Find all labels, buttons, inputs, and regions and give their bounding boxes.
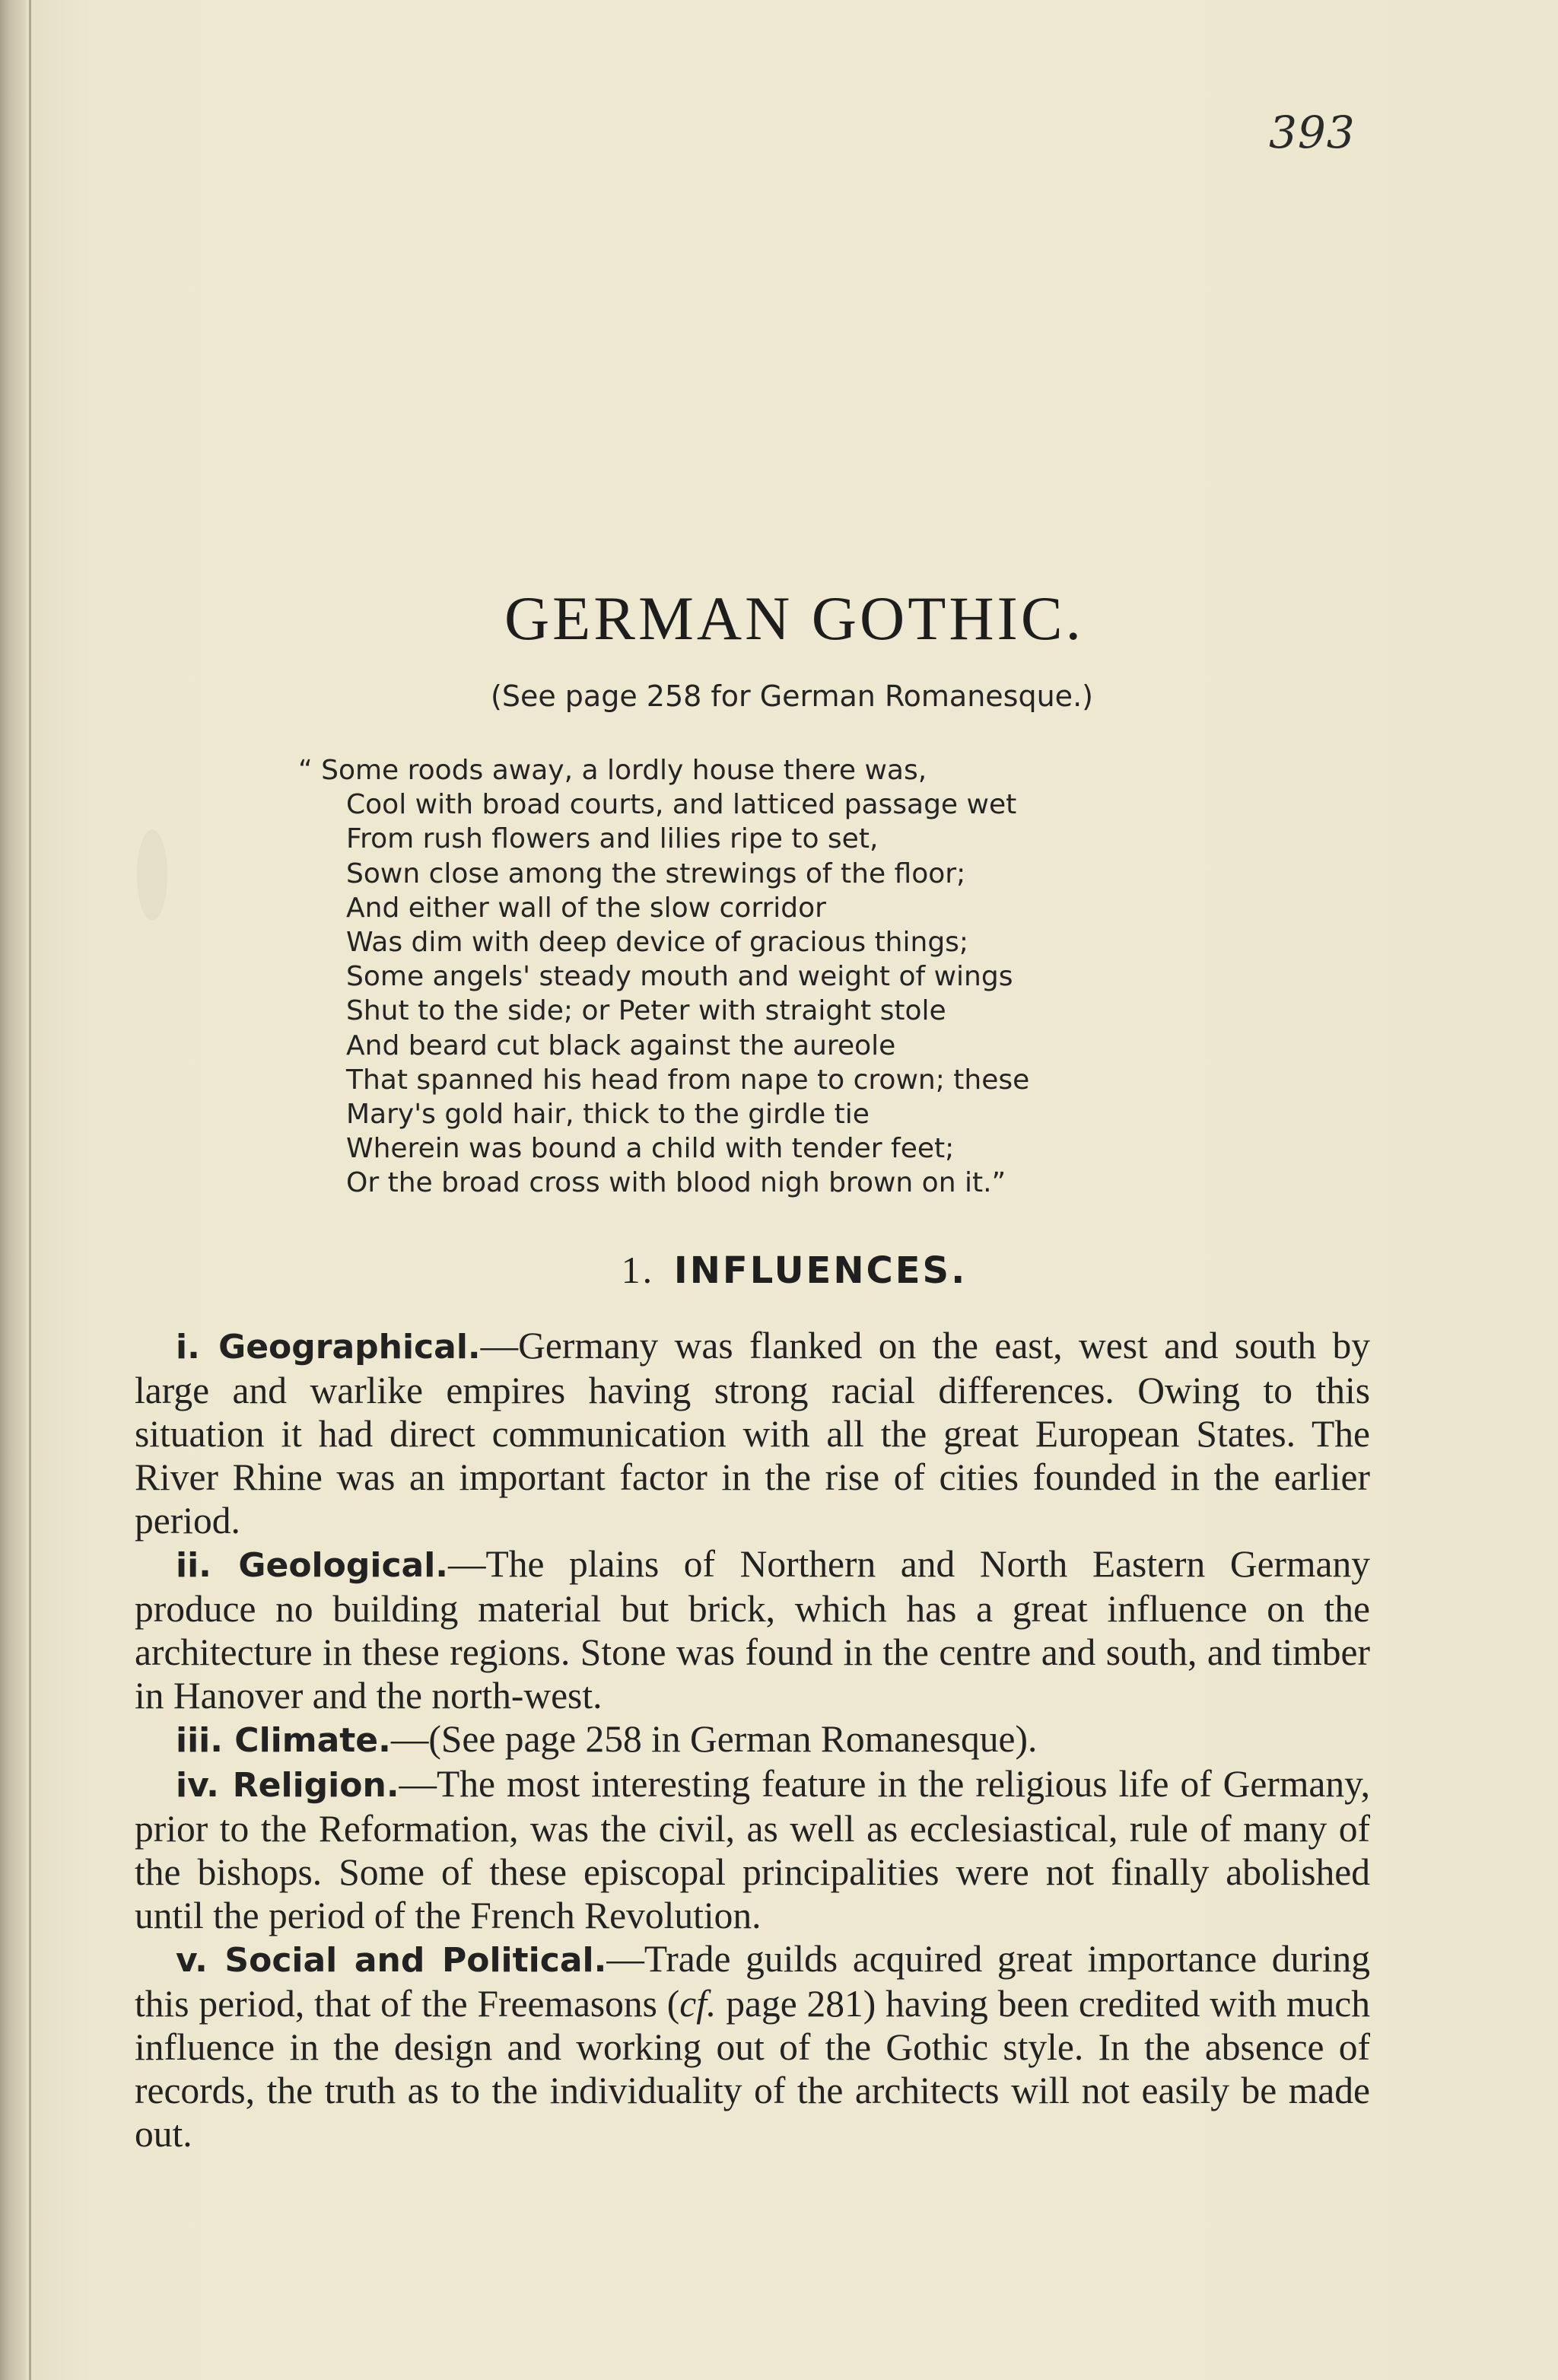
paragraph-label: iv. Religion. xyxy=(176,1766,399,1805)
paragraph-text: —Trade guilds acquired great importance during this period, that of the Freemasons ( xyxy=(135,1938,1370,2025)
poem-line: And beard cut black against the aureole xyxy=(346,1029,896,1061)
poem-line: Was dim with deep device of gracious things; xyxy=(346,927,969,959)
paragraph-climate xyxy=(135,1717,1370,1762)
paragraph-religion xyxy=(135,1762,1370,1937)
poem-line: Sown close among the strewings of the floor; xyxy=(346,858,966,889)
page-number: 393 xyxy=(1269,107,1356,158)
paragraph-text: —The most interesting feature in the religious life of Germany, prior to the Reformation, was the civil, as well as ecclesiastical, rule of many of the bishops. Some of these episcopal principalities were not finally abolished until the period of the French Revolution. xyxy=(135,1763,1370,1936)
page-binding-edge xyxy=(29,0,31,2380)
paragraph-text: —(See page 258 in German Romanesque). xyxy=(390,1718,1038,1760)
poem-line: Mary's gold hair, thick to the girdle tie xyxy=(346,1099,870,1131)
paragraph-label: i. Geographical. xyxy=(176,1328,481,1367)
page-smudge xyxy=(137,829,167,921)
body-text xyxy=(135,1324,1370,2156)
section-number: 1. xyxy=(621,1249,655,1291)
paragraph-label: ii. Geological. xyxy=(176,1546,449,1585)
paragraph-geological xyxy=(135,1542,1370,1717)
paragraph-text: —The plains of Northern and North Eastern Germany produce no building material but brick, which has a great influence on the architecture in these regions. Stone was found in the centre and south, and timber in Hanover and the north-west. xyxy=(135,1543,1370,1717)
poem-line: From rush flowers and lilies ripe to set, xyxy=(346,823,879,855)
paragraph-cf: cf. xyxy=(679,1983,717,2025)
paragraph-text: page 281) having been credited with much influence in the design and working out of the Gothic style. In the absence of records, the truth as to the individuality of the architects will not easily be made out. xyxy=(135,1983,1370,2155)
poem-line: That spanned his head from nape to crown; these xyxy=(346,1064,1030,1096)
section-heading xyxy=(0,1248,1558,1292)
poem-line: Some angels' steady mouth and weight of wings xyxy=(346,961,1013,993)
paragraph-label: iii. Climate. xyxy=(176,1721,391,1760)
poem-line: Wherein was bound a child with tender feet; xyxy=(346,1133,955,1165)
paragraph-label: v. Social and Political. xyxy=(176,1941,607,1980)
poem-line: Shut to the side; or Peter with straight stole xyxy=(346,995,946,1027)
page-binding-shadow xyxy=(0,0,26,2380)
chapter-subtitle: (See page 258 for German Romanesque.) xyxy=(491,679,1093,713)
poem-line: Or the broad cross with blood nigh brown on it.” xyxy=(346,1167,1006,1199)
paragraph-social-political xyxy=(135,1937,1370,2156)
poem-line: And either wall of the slow corridor xyxy=(346,892,826,924)
paragraph-geographical xyxy=(135,1324,1370,1542)
paragraph-text: —Germany was flanked on the east, west and south by large and warlike empires having strong racial differences. Owing to this situation it had direct communication with all the great European States. The River Rhine was an important factor in the rise of cities founded in the earlier period. xyxy=(135,1325,1370,1542)
section-title: INFLUENCES. xyxy=(673,1249,968,1292)
poem-line: “ Some roods away, a lordly house there was, xyxy=(298,755,927,786)
chapter-title: GERMAN GOTHIC. xyxy=(504,584,1085,653)
epigraph-poem xyxy=(298,753,1029,1201)
poem-line: Cool with broad courts, and latticed passage wet xyxy=(346,789,1017,821)
